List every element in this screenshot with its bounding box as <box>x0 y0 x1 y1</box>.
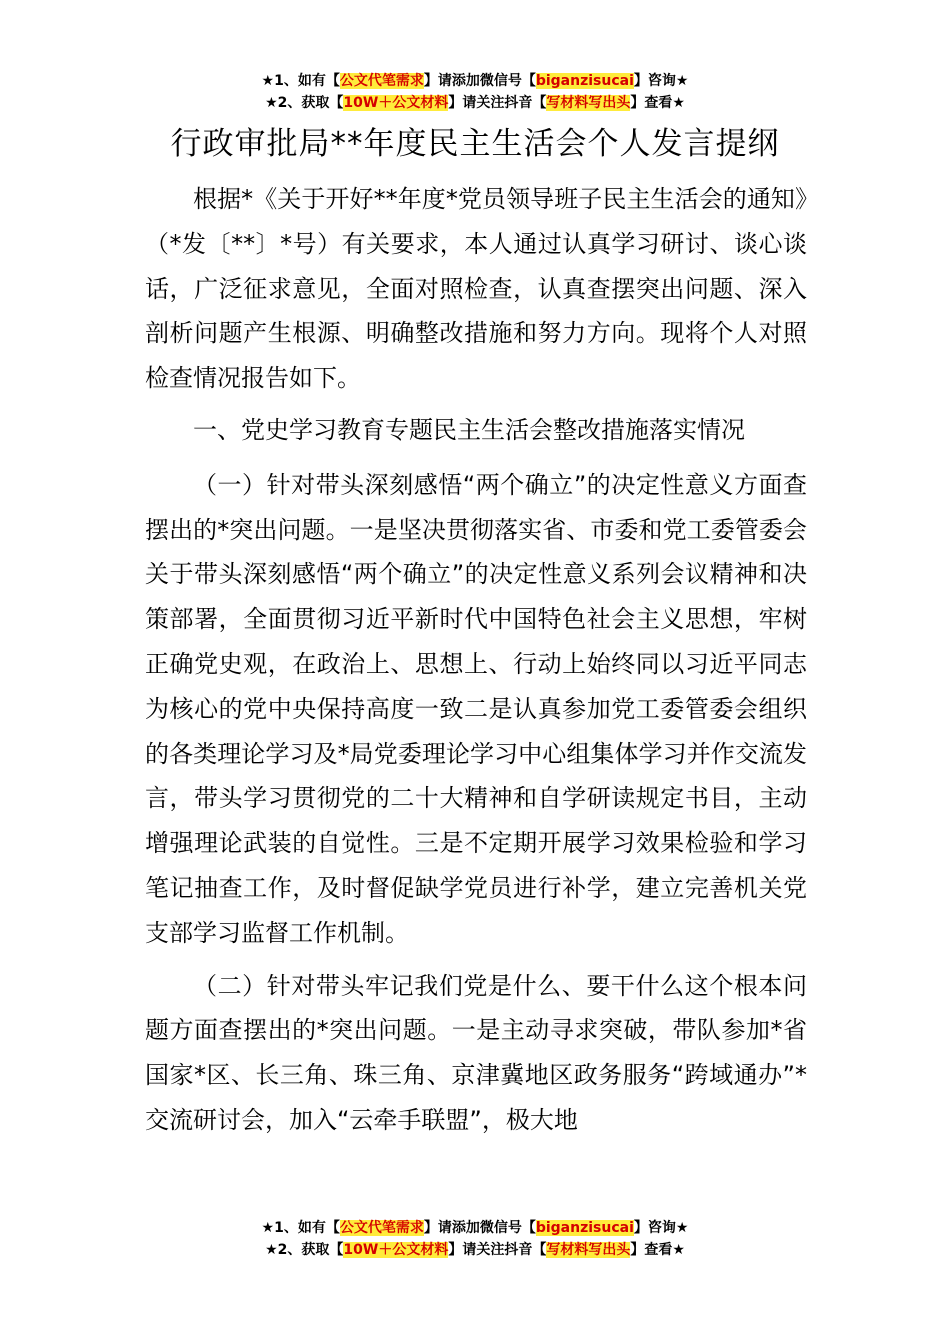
banner-text: ★2、获取【 <box>265 95 344 111</box>
banner-text: ★1、如有【 <box>261 1220 340 1236</box>
paragraph-intro: 根据*《关于开好**年度*党员领导班子民主生活会的通知》（*发〔**〕*号）有关要求，本人通过认真学习研讨、谈心谈话，广泛征求意见，全面对照检查，认真查摆突出问题、深入剖析问题产生根源、明确整改措施和努力方向。现将个人对照检查情况报告如下。 <box>145 185 807 393</box>
banner-line-1 <box>0 1217 950 1239</box>
banner-text: ★2、获取【 <box>265 1242 344 1258</box>
banner-highlight: biganzisucai <box>535 1220 634 1236</box>
banner-highlight: 公文代笔需求 <box>339 1220 424 1236</box>
document-body <box>145 177 807 1143</box>
banner-text: 】咨询★ <box>633 73 689 89</box>
banner-highlight: 10W＋公文材料 <box>343 1242 449 1258</box>
banner-text: 】查看★ <box>630 95 685 111</box>
banner-line-2 <box>0 92 950 114</box>
banner-text: 】查看★ <box>630 1242 685 1258</box>
banner-text: 微信号【 <box>479 73 536 89</box>
banner-bold-word: 关注 <box>476 95 505 111</box>
paragraph-item-2: （二）针对带头牢记我们党是什么、要干什么这个根本问题方面查摆出的*突出问题。一是主动寻求突破，带队参加*省国家*区、长三角、珠三角、京津冀地区政务服务“跨域通办”*交流研讨会，加入“云牵手联盟”，极大地 <box>145 971 807 1134</box>
document-title: 行政审批局**年度民主生活会个人发言提纲 <box>170 126 780 162</box>
banner-text: 微信号【 <box>479 1220 536 1236</box>
banner-text: 】请 <box>423 73 452 89</box>
banner-line-2 <box>0 1239 950 1261</box>
banner-text: 】请 <box>448 1242 477 1258</box>
header-banner <box>0 70 950 114</box>
banner-bold-word: 添加 <box>451 73 480 89</box>
paragraph-item-1: （一）针对带头深刻感悟“两个确立”的决定性意义方面查摆出的*突出问题。一是坚决贯彻落实省、市委和党工委管委会关于带头深刻感悟“两个确立”的决定性意义系列会议精神和决策部署，全面贯彻习近平新时代中国特色社会主义思想，牢树正确党史观，在政治上、思想上、行动上始终同以习近平同志为核心的党中央保持高度一致二是认真参加党工委管委会组织的各类理论学习及*局党委理论学习中心组集体学习并作交流发言，带头学习贯彻党的二十大精神和自学研读规定书目，主动增强理论武装的自觉性。三是不定期开展学习效果检验和学习笔记抽查工作，及时督促缺学党员进行补学，建立完善机关党支部学习监督工作机制。 <box>145 470 807 947</box>
banner-highlight: biganzisucai <box>535 73 634 89</box>
banner-text: 】请 <box>448 95 477 111</box>
banner-text: 抖音【 <box>504 95 547 111</box>
footer-banner <box>0 1217 950 1261</box>
banner-bold-word: 关注 <box>476 1242 505 1258</box>
banner-highlight: 公文代笔需求 <box>339 73 424 89</box>
section-heading: 一、党史学习教育专题民主生活会整改措施落实情况 <box>193 415 745 444</box>
banner-line-1 <box>0 70 950 92</box>
banner-text: 】咨询★ <box>633 1220 689 1236</box>
banner-highlight: 写材料写出头 <box>546 95 631 111</box>
banner-text: ★1、如有【 <box>261 73 340 89</box>
banner-highlight: 10W＋公文材料 <box>343 95 449 111</box>
banner-highlight: 写材料写出头 <box>546 1242 631 1258</box>
banner-text: 抖音【 <box>504 1242 547 1258</box>
banner-bold-word: 添加 <box>451 1220 480 1236</box>
banner-text: 】请 <box>423 1220 452 1236</box>
